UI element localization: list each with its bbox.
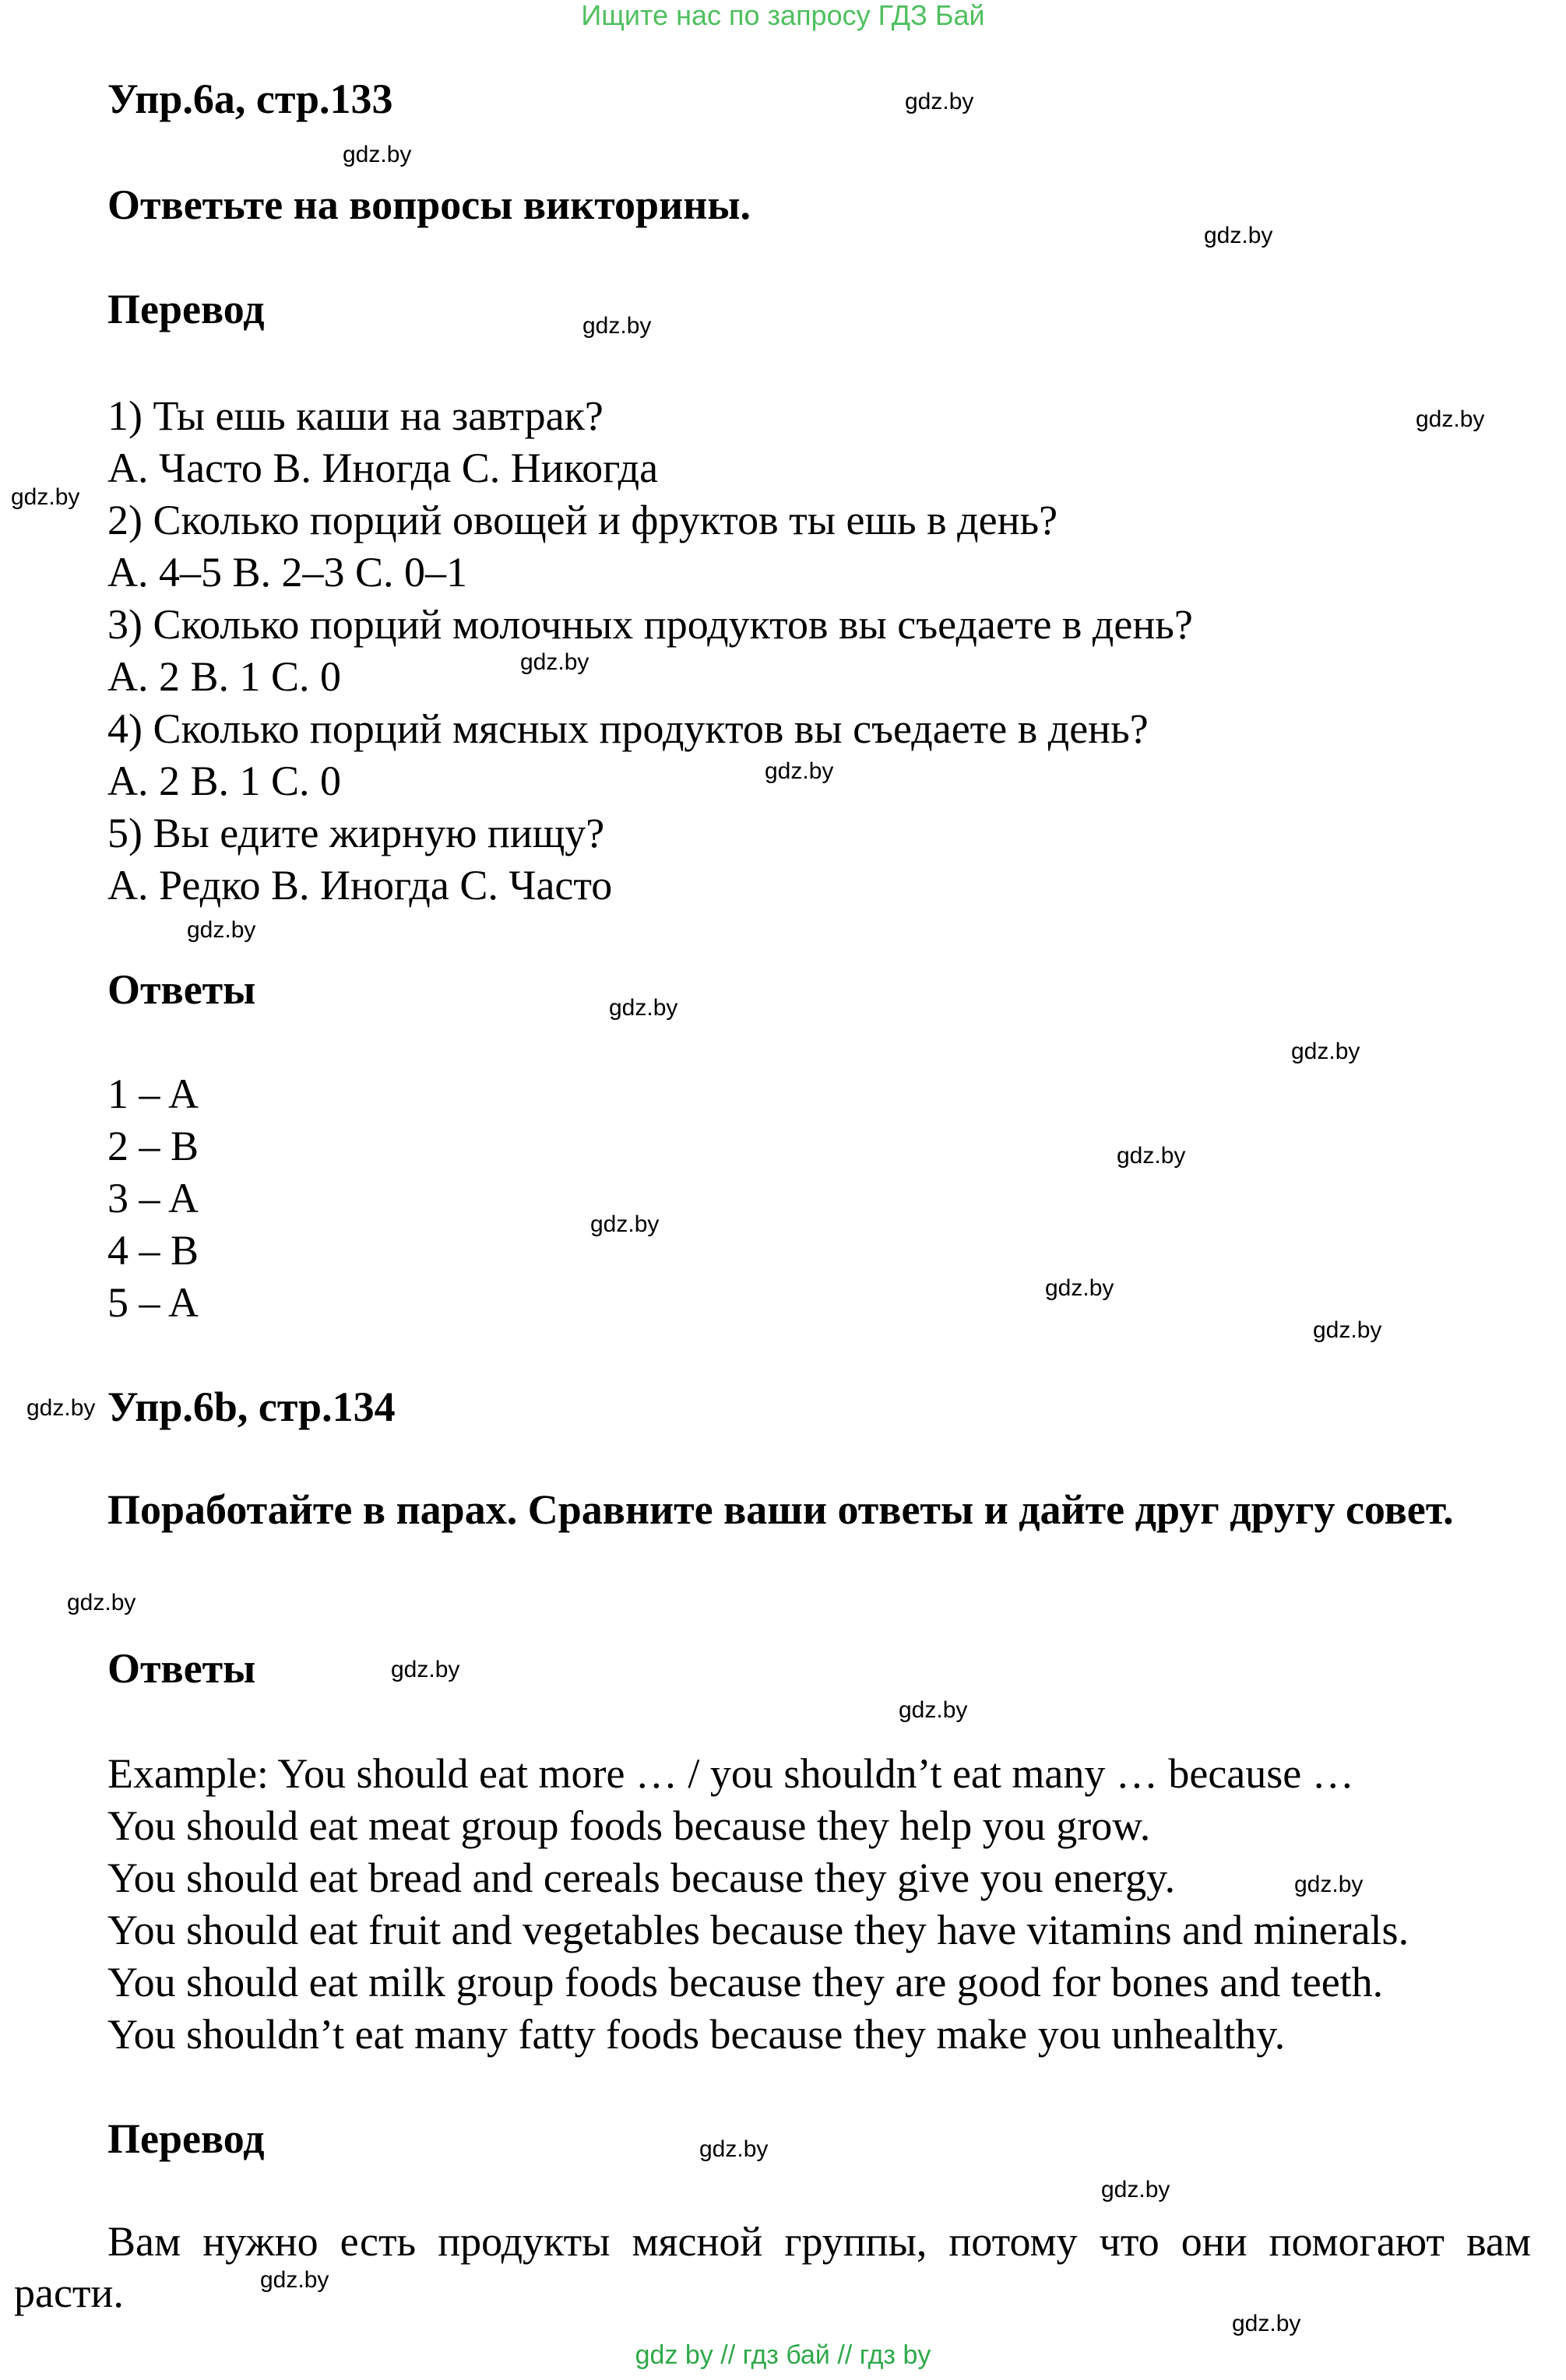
bottom-site-links[interactable]: gdz by // гдз бай // гдз by <box>635 2340 931 2370</box>
top-search-link[interactable]: Ищите нас по запросу ГДЗ Бай <box>581 0 985 31</box>
answer-line: 1 – A <box>107 1070 199 1117</box>
quiz-line: A. Редко B. Иногда C. Часто <box>107 862 613 909</box>
watermark: gdz.by <box>609 995 678 1021</box>
answers-heading-6b: Ответы <box>107 1645 256 1692</box>
watermark: gdz.by <box>1416 406 1485 432</box>
watermark: gdz.by <box>1117 1143 1186 1169</box>
quiz-line: A. 4–5 B. 2–3 C. 0–1 <box>107 549 468 596</box>
answers-heading-6a: Ответы <box>107 966 256 1013</box>
watermark: gdz.by <box>1313 1317 1382 1343</box>
answer-line: 4 – B <box>107 1227 199 1274</box>
watermark: gdz.by <box>26 1395 96 1421</box>
watermark: gdz.by <box>260 2267 329 2293</box>
exercise-6a-heading: Упр.6а, стр.133 <box>107 76 393 122</box>
answer-line: 2 – B <box>107 1123 199 1169</box>
quiz-line: A. 2 B. 1 C. 0 <box>107 653 342 700</box>
exercise-6b-task: Поработайте в парах. Сравните ваши ответы и дайте друг другу совет. <box>107 1486 1454 1533</box>
watermark: gdz.by <box>699 2136 769 2162</box>
exercise-6b-heading: Упр.6b, стр.134 <box>107 1383 396 1430</box>
translation-heading-6b: Перевод <box>107 2115 265 2162</box>
quiz-line: 5) Вы едите жирную пищу? <box>107 810 605 856</box>
quiz-line: 3) Сколько порций молочных продуктов вы съедаете в день? <box>107 601 1193 648</box>
watermark: gdz.by <box>391 1657 460 1682</box>
advice-line: You should eat milk group foods because they are good for bones and teeth. <box>107 1959 1384 2006</box>
watermark: gdz.by <box>1045 1275 1114 1301</box>
watermark: gdz.by <box>1291 1039 1360 1064</box>
advice-line: You shouldn’t eat many fatty foods because they make you unhealthy. <box>107 2011 1286 2058</box>
watermark: gdz.by <box>67 1590 136 1615</box>
watermark: gdz.by <box>520 649 589 675</box>
exercise-6a-task: Ответьте на вопросы викторины. <box>107 181 751 228</box>
watermark: gdz.by <box>1232 2311 1301 2336</box>
watermark: gdz.by <box>343 142 412 167</box>
watermark: gdz.by <box>11 484 80 510</box>
quiz-line: 4) Сколько порций мясных продуктов вы съедаете в день? <box>107 705 1149 752</box>
watermark: gdz.by <box>1294 1872 1364 1897</box>
watermark: gdz.by <box>1204 223 1273 248</box>
advice-line: You should eat meat group foods because they help you grow. <box>107 1802 1151 1849</box>
quiz-line: A. 2 B. 1 C. 0 <box>107 758 342 804</box>
watermark: gdz.by <box>765 758 834 784</box>
example-line: Example: You should eat more … / you shouldn’t eat many … because … <box>107 1750 1354 1797</box>
quiz-line: 2) Сколько порций овощей и фруктов ты ешь в день? <box>107 497 1058 543</box>
quiz-line: 1) Ты ешь каши на завтрак? <box>107 392 604 439</box>
quiz-line: A. Часто B. Иногда C. Никогда <box>107 445 659 491</box>
watermark: gdz.by <box>1101 2177 1170 2202</box>
translation-paragraph: Вам нужно есть продукты мясной группы, потому что они помогают вам расти. <box>14 2218 1531 2316</box>
watermark: gdz.by <box>582 313 652 339</box>
answer-line: 5 – A <box>107 1279 199 1326</box>
advice-line: You should eat bread and cereals because they give you energy. <box>107 1854 1176 1901</box>
translation-heading-6a: Перевод <box>107 286 265 332</box>
watermark: gdz.by <box>590 1211 660 1237</box>
watermark: gdz.by <box>899 1697 968 1723</box>
watermark: gdz.by <box>187 917 256 943</box>
answer-line: 3 – A <box>107 1175 199 1222</box>
advice-line: You should eat fruit and vegetables because they have vitamins and minerals. <box>107 1907 1409 1953</box>
watermark: gdz.by <box>905 89 974 114</box>
